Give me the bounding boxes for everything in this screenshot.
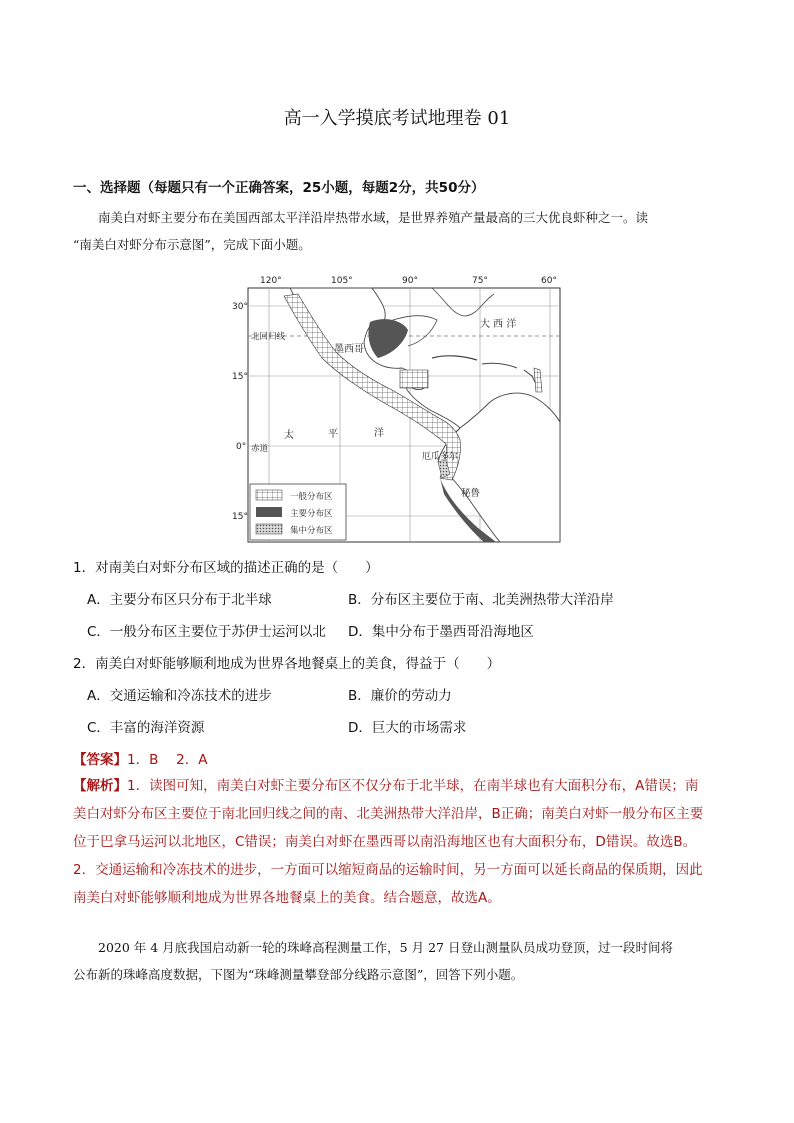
next-line-2: 公布新的珠峰高度数据，下图为“珠峰测量攀登部分线路示意图”，回答下列小题。: [73, 967, 524, 982]
analysis-block: [73, 772, 728, 912]
q2-option-c: C．丰富的海洋资源: [87, 720, 205, 736]
mexico-label: 墨西哥: [334, 344, 364, 355]
lon-label-60: 60°: [541, 276, 557, 286]
ecuador-label: 厄瓜多尔: [422, 452, 459, 462]
atlantic-label: 大 西 洋: [480, 319, 517, 330]
q1-option-c: C．一般分布区主要位于苏伊士运河以北: [87, 624, 326, 640]
q2-stem: 2．南美白对虾能够顺利地成为世界各地餐桌上的美食，得益于（ ）: [73, 656, 501, 672]
section-header: 一、选择题（每题只有一个正确答案，25小题，每题2分，共50分）: [73, 180, 485, 196]
q2-option-a: A．交通运输和冷冻技术的进步: [87, 688, 272, 704]
pacific-label-2: 平: [328, 429, 338, 440]
pacific-label-1: 太: [284, 430, 294, 441]
q1-option-b: B．分布区主要位于南、北美洲热带大洋沿岸: [348, 592, 614, 608]
legend-general: 一般分布区: [290, 492, 333, 502]
lon-label-105: 105°: [331, 276, 353, 286]
lon-label-90: 90°: [402, 276, 418, 286]
lon-label-75: 75°: [472, 276, 488, 286]
intro-line-2: “南美白对虾分布示意图”，完成下面小题。: [73, 237, 311, 252]
intro-line-1: 南美白对虾主要分布在美国西部太平洋沿岸热带水域，是世界养殖产量最高的三大优良虾种之一。读: [98, 210, 649, 225]
map-legend: [250, 484, 346, 540]
page-title: 高一入学摸底考试地理卷 01: [283, 108, 511, 129]
analysis-line-1: 【解析】1．读图可知，南美白对虾主要分布区不仅分布于北半球，在南半球也有大面积分布，A错误；南: [73, 778, 699, 794]
legend-main: 主要分布区: [290, 509, 333, 519]
q2-option-d: D．巨大的市场需求: [348, 720, 467, 736]
analysis-line-2: 美白对虾分布区主要位于南北回归线之间的南、北美洲热带大洋沿岸，B正确；南美白对虾一般分布区主要: [73, 806, 704, 822]
analysis-line-5: 南美白对虾能够顺利地成为世界各地餐桌上的美食。结合题意，故选A。: [73, 890, 501, 906]
tropic-label: 北回归线: [251, 332, 286, 342]
lon-label-120: 120°: [260, 276, 282, 286]
q1-option-d: D．集中分布于墨西哥沿海地区: [348, 624, 534, 640]
answer-line: [73, 748, 207, 768]
shrimp-distribution-map: [232, 272, 562, 544]
peru-label: 秘鲁: [461, 488, 481, 499]
lat-label-15s: 15°: [232, 512, 248, 522]
q2-option-b: B．廉价的劳动力: [348, 688, 452, 704]
answer-tag: 【答案】: [73, 752, 127, 768]
lat-label-15n: 15°: [232, 372, 248, 382]
answer-text: 1．B 2．A: [127, 752, 208, 768]
next-line-1: 2020 年 4 月底我国启动新一轮的珠峰高程测量工作，5 月 27 日登山测量队员成功登顶，过一段时间将: [98, 940, 673, 955]
pacific-label-3: 洋: [374, 428, 384, 439]
equator-label: 赤道: [251, 444, 269, 454]
analysis-line-3: 位于巴拿马运河以北地区，C错误；南美白对虾在墨西哥以南沿海地区也有大面积分布，D错误。故选B。: [73, 834, 697, 850]
lat-label-30: 30°: [232, 302, 248, 312]
q1-stem: 1．对南美白对虾分布区域的描述正确的是（ ）: [73, 560, 379, 576]
lat-label-0: 0°: [236, 442, 247, 452]
legend-concentrated: 集中分布区: [290, 526, 333, 536]
analysis-tag: 【解析】: [73, 778, 127, 794]
intro-paragraph: [73, 204, 723, 258]
next-intro-paragraph: [73, 934, 733, 988]
analysis-line-4: 2．交通运输和冷冻技术的进步，一方面可以缩短商品的运输时间，另一方面可以延长商品的保质期，因此: [73, 862, 703, 878]
q1-option-a: A．主要分布区只分布于北半球: [87, 592, 272, 608]
